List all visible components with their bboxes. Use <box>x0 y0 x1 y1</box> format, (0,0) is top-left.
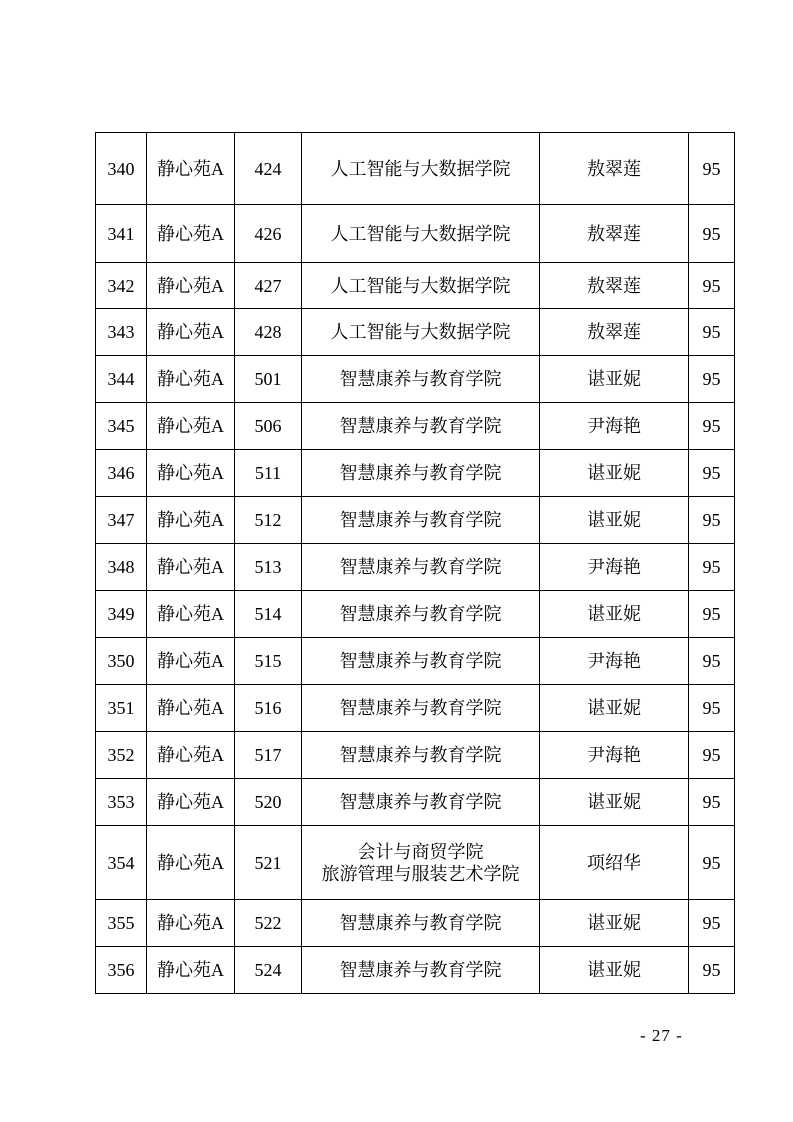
row-number-cell: 350 <box>96 638 147 685</box>
college-cell <box>302 263 540 309</box>
table-row <box>96 403 735 450</box>
college-name: 人工智能与大数据学院 <box>330 275 511 296</box>
row-number-cell: 352 <box>96 732 147 779</box>
score-cell: 95 <box>689 309 735 356</box>
score-cell: 95 <box>689 544 735 591</box>
manager-cell: 谌亚妮 <box>540 497 689 544</box>
table-row <box>96 205 735 263</box>
building-cell: 静心苑A <box>147 638 235 685</box>
college-name: 智慧康养与教育学院 <box>339 463 502 483</box>
building-cell: 静心苑A <box>147 900 235 947</box>
room-number-cell: 520 <box>235 779 302 826</box>
building-cell: 静心苑A <box>147 309 235 356</box>
room-number-cell: 515 <box>235 638 302 685</box>
building-cell: 静心苑A <box>147 779 235 826</box>
room-number-cell: 521 <box>235 826 302 900</box>
building-cell: 静心苑A <box>147 544 235 591</box>
row-number-cell: 355 <box>96 900 147 947</box>
table-row <box>96 263 735 309</box>
page-number: - 27 - <box>640 1026 683 1045</box>
college-name: 智慧康养与教育学院 <box>339 651 502 671</box>
manager-cell: 谌亚妮 <box>540 947 689 994</box>
score-cell: 95 <box>689 732 735 779</box>
room-number-cell: 511 <box>235 450 302 497</box>
room-number-cell: 424 <box>235 133 302 205</box>
row-number-cell: 353 <box>96 779 147 826</box>
college-cell <box>302 638 540 685</box>
room-number-cell: 514 <box>235 591 302 638</box>
college-cell <box>302 356 540 403</box>
college-cell <box>302 591 540 638</box>
college-cell <box>302 826 540 900</box>
college-name: 智慧康养与教育学院 <box>339 604 502 624</box>
manager-cell: 敖翠莲 <box>540 309 689 356</box>
table-row <box>96 638 735 685</box>
college-name: 人工智能与大数据学院 <box>330 322 511 342</box>
manager-cell: 谌亚妮 <box>540 591 689 638</box>
college-name: 智慧康养与教育学院 <box>339 369 502 389</box>
college-cell <box>302 685 540 732</box>
manager-cell: 谌亚妮 <box>540 900 689 947</box>
college-name: 智慧康养与教育学院 <box>339 416 502 436</box>
college-name: 智慧康养与教育学院 <box>339 745 502 765</box>
college-cell <box>302 544 540 591</box>
table-row <box>96 309 735 356</box>
room-number-cell: 522 <box>235 900 302 947</box>
row-number-cell: 349 <box>96 591 147 638</box>
score-cell: 95 <box>689 497 735 544</box>
manager-cell: 敖翠莲 <box>540 263 689 309</box>
college-name: 会计与商贸学院 <box>357 841 484 862</box>
college-name: 智慧康养与教育学院 <box>339 510 502 530</box>
room-number-cell: 517 <box>235 732 302 779</box>
college-cell <box>302 403 540 450</box>
table-row <box>96 685 735 732</box>
building-cell: 静心苑A <box>147 591 235 638</box>
manager-cell: 敖翠莲 <box>540 133 689 205</box>
manager-cell: 尹海艳 <box>540 732 689 779</box>
building-cell: 静心苑A <box>147 685 235 732</box>
building-cell: 静心苑A <box>147 497 235 544</box>
row-number-cell: 346 <box>96 450 147 497</box>
row-number-cell: 347 <box>96 497 147 544</box>
building-cell: 静心苑A <box>147 356 235 403</box>
college-cell <box>302 133 540 205</box>
college-name: 人工智能与大数据学院 <box>330 223 511 244</box>
score-cell: 95 <box>689 900 735 947</box>
college-cell <box>302 309 540 356</box>
table-row <box>96 133 735 205</box>
manager-cell: 项绍华 <box>540 826 689 900</box>
college-name: 智慧康养与教育学院 <box>339 557 502 577</box>
building-cell: 静心苑A <box>147 826 235 900</box>
college-cell <box>302 450 540 497</box>
building-cell: 静心苑A <box>147 450 235 497</box>
score-cell: 95 <box>689 638 735 685</box>
college-name: 智慧康养与教育学院 <box>339 698 502 718</box>
manager-cell: 尹海艳 <box>540 403 689 450</box>
college-name: 人工智能与大数据学院 <box>330 158 511 179</box>
table-row <box>96 947 735 994</box>
building-cell: 静心苑A <box>147 133 235 205</box>
row-number-cell: 344 <box>96 356 147 403</box>
table-row <box>96 450 735 497</box>
manager-cell: 尹海艳 <box>540 638 689 685</box>
row-number-cell: 351 <box>96 685 147 732</box>
table-row <box>96 732 735 779</box>
row-number-cell: 340 <box>96 133 147 205</box>
manager-cell: 谌亚妮 <box>540 685 689 732</box>
score-cell: 95 <box>689 450 735 497</box>
manager-cell: 谌亚妮 <box>540 356 689 403</box>
table-row <box>96 779 735 826</box>
score-cell: 95 <box>689 133 735 205</box>
college-cell <box>302 900 540 947</box>
room-number-cell: 501 <box>235 356 302 403</box>
table-row <box>96 591 735 638</box>
row-number-cell: 341 <box>96 205 147 263</box>
room-number-cell: 506 <box>235 403 302 450</box>
building-cell: 静心苑A <box>147 263 235 309</box>
dormitory-score-table <box>95 132 735 994</box>
score-cell: 95 <box>689 356 735 403</box>
table-body <box>96 133 735 994</box>
college-cell <box>302 947 540 994</box>
table-row <box>96 497 735 544</box>
table-row <box>96 356 735 403</box>
building-cell: 静心苑A <box>147 947 235 994</box>
college-name: 智慧康养与教育学院 <box>339 960 502 980</box>
manager-cell: 谌亚妮 <box>540 450 689 497</box>
row-number-cell: 356 <box>96 947 147 994</box>
score-cell: 95 <box>689 826 735 900</box>
room-number-cell: 426 <box>235 205 302 263</box>
manager-cell: 尹海艳 <box>540 544 689 591</box>
room-number-cell: 512 <box>235 497 302 544</box>
building-cell: 静心苑A <box>147 403 235 450</box>
table-row <box>96 900 735 947</box>
room-number-cell: 427 <box>235 263 302 309</box>
table-row <box>96 544 735 591</box>
college-cell <box>302 497 540 544</box>
room-number-cell: 524 <box>235 947 302 994</box>
score-cell: 95 <box>689 263 735 309</box>
building-cell: 静心苑A <box>147 205 235 263</box>
college-cell <box>302 205 540 263</box>
college-cell <box>302 732 540 779</box>
room-number-cell: 513 <box>235 544 302 591</box>
building-cell: 静心苑A <box>147 732 235 779</box>
row-number-cell: 345 <box>96 403 147 450</box>
score-cell: 95 <box>689 947 735 994</box>
college-cell <box>302 779 540 826</box>
score-cell: 95 <box>689 205 735 263</box>
college-name: 智慧康养与教育学院 <box>339 792 502 812</box>
college-name: 智慧康养与教育学院 <box>339 913 502 933</box>
manager-cell: 敖翠莲 <box>540 205 689 263</box>
manager-cell: 谌亚妮 <box>540 779 689 826</box>
score-cell: 95 <box>689 779 735 826</box>
score-cell: 95 <box>689 685 735 732</box>
row-number-cell: 354 <box>96 826 147 900</box>
row-number-cell: 348 <box>96 544 147 591</box>
row-number-cell: 343 <box>96 309 147 356</box>
score-cell: 95 <box>689 591 735 638</box>
college-name: 旅游管理与服装艺术学院 <box>321 863 520 884</box>
room-number-cell: 428 <box>235 309 302 356</box>
score-cell: 95 <box>689 403 735 450</box>
row-number-cell: 342 <box>96 263 147 309</box>
room-number-cell: 516 <box>235 685 302 732</box>
table-row <box>96 826 735 900</box>
